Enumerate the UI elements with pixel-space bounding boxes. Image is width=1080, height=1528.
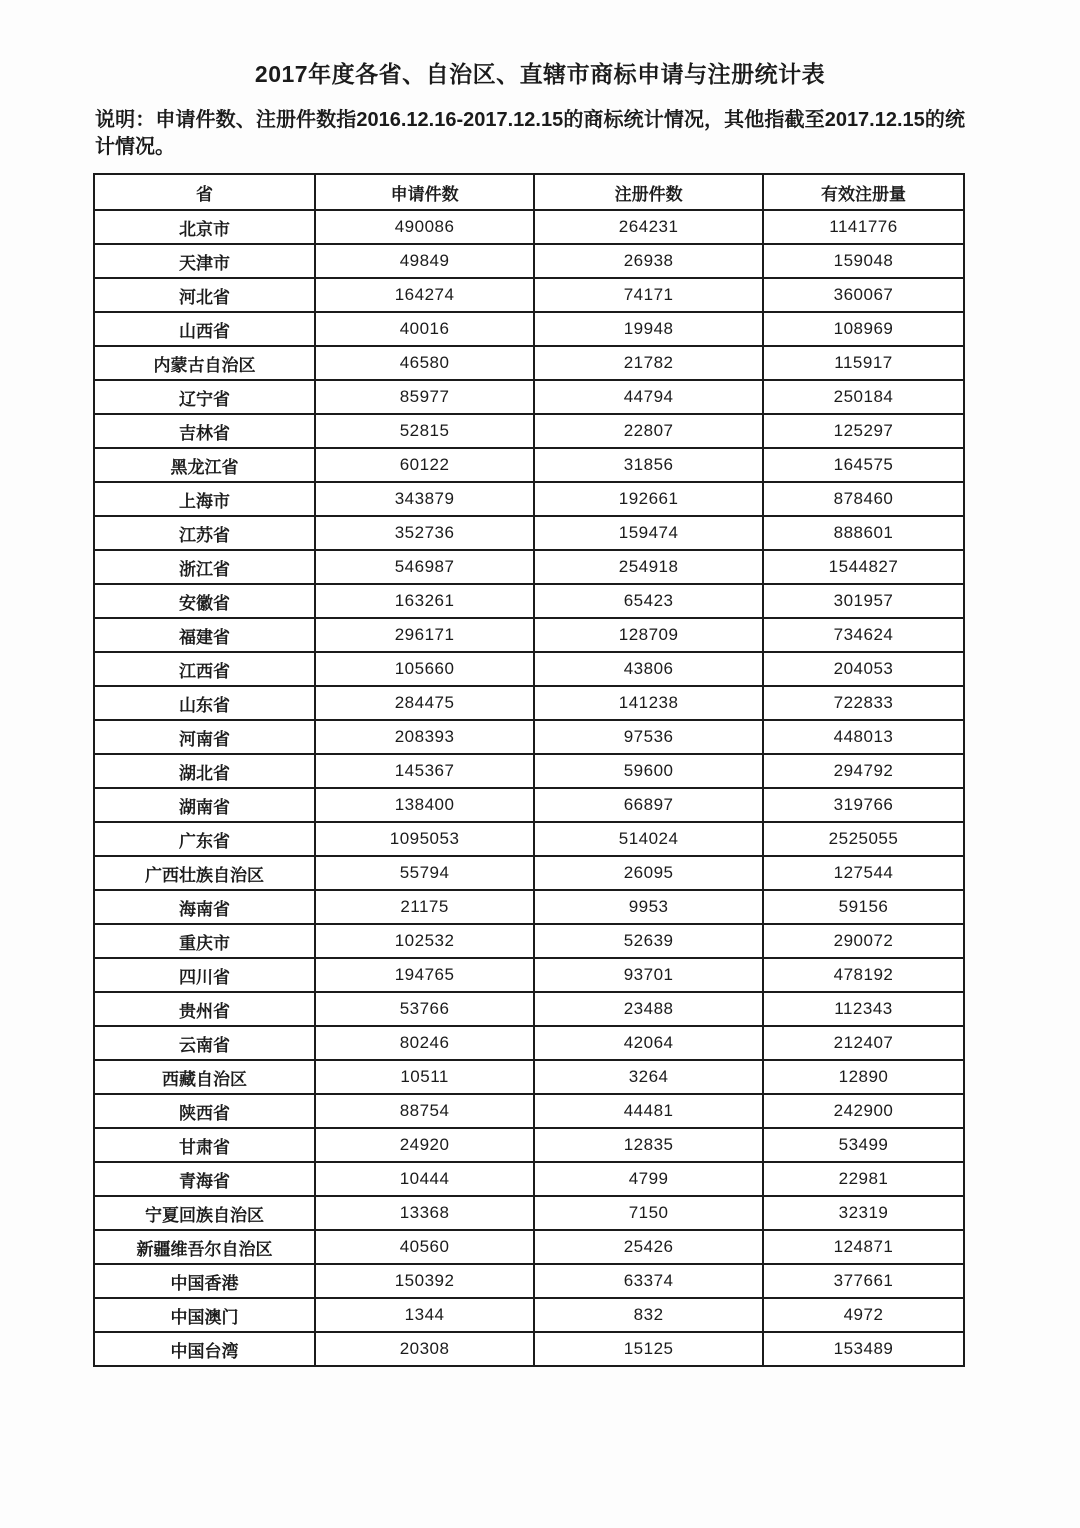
valid-registrations-cell: 32319 <box>763 1196 964 1230</box>
province-cell: 吉林省 <box>94 414 315 448</box>
applications-cell: 20308 <box>315 1332 534 1366</box>
registrations-cell: 3264 <box>534 1060 763 1094</box>
table-row <box>94 448 964 482</box>
province-cell: 西藏自治区 <box>94 1060 315 1094</box>
registrations-cell: 141238 <box>534 686 763 720</box>
table-row <box>94 210 964 244</box>
province-cell: 上海市 <box>94 482 315 516</box>
registrations-cell: 7150 <box>534 1196 763 1230</box>
table-row <box>94 346 964 380</box>
registrations-cell: 25426 <box>534 1230 763 1264</box>
valid-registrations-cell: 1141776 <box>763 210 964 244</box>
applications-cell: 55794 <box>315 856 534 890</box>
table-row <box>94 992 964 1026</box>
applications-cell: 105660 <box>315 652 534 686</box>
province-cell: 青海省 <box>94 1162 315 1196</box>
applications-cell: 163261 <box>315 584 534 618</box>
province-cell: 宁夏回族自治区 <box>94 1196 315 1230</box>
registrations-cell: 159474 <box>534 516 763 550</box>
applications-cell: 1095053 <box>315 822 534 856</box>
table-row <box>94 1128 964 1162</box>
valid-registrations-cell: 294792 <box>763 754 964 788</box>
province-cell: 广东省 <box>94 822 315 856</box>
table-row <box>94 278 964 312</box>
registrations-cell: 52639 <box>534 924 763 958</box>
applications-cell: 490086 <box>315 210 534 244</box>
applications-cell: 102532 <box>315 924 534 958</box>
valid-registrations-cell: 164575 <box>763 448 964 482</box>
table-row <box>94 890 964 924</box>
registrations-cell: 4799 <box>534 1162 763 1196</box>
registrations-cell: 65423 <box>534 584 763 618</box>
table-row <box>94 618 964 652</box>
column-header-applications: 申请件数 <box>315 174 534 210</box>
applications-cell: 145367 <box>315 754 534 788</box>
applications-cell: 1344 <box>315 1298 534 1332</box>
registrations-cell: 63374 <box>534 1264 763 1298</box>
valid-registrations-cell: 1544827 <box>763 550 964 584</box>
applications-cell: 164274 <box>315 278 534 312</box>
table-header-row <box>94 174 964 210</box>
applications-cell: 138400 <box>315 788 534 822</box>
province-cell: 陕西省 <box>94 1094 315 1128</box>
valid-registrations-cell: 242900 <box>763 1094 964 1128</box>
applications-cell: 150392 <box>315 1264 534 1298</box>
page-title: 2017年度各省、自治区、直辖市商标申请与注册统计表 <box>254 61 826 87</box>
valid-registrations-cell: 12890 <box>763 1060 964 1094</box>
valid-registrations-cell: 108969 <box>763 312 964 346</box>
valid-registrations-cell: 59156 <box>763 890 964 924</box>
province-cell: 重庆市 <box>94 924 315 958</box>
province-cell: 甘肃省 <box>94 1128 315 1162</box>
province-cell: 中国香港 <box>94 1264 315 1298</box>
applications-cell: 208393 <box>315 720 534 754</box>
table-body <box>94 210 964 1366</box>
valid-registrations-cell: 722833 <box>763 686 964 720</box>
valid-registrations-cell: 124871 <box>763 1230 964 1264</box>
table-row <box>94 958 964 992</box>
table-row <box>94 856 964 890</box>
applications-cell: 546987 <box>315 550 534 584</box>
applications-cell: 49849 <box>315 244 534 278</box>
applications-cell: 40560 <box>315 1230 534 1264</box>
note-text: 说明：申请件数、注册件数指2016.12.16-2017.12.15的商标统计情况，其他指截至2017.12.15的统计情况。 <box>95 109 965 158</box>
valid-registrations-cell: 53499 <box>763 1128 964 1162</box>
valid-registrations-cell: 290072 <box>763 924 964 958</box>
valid-registrations-cell: 212407 <box>763 1026 964 1060</box>
province-cell: 安徽省 <box>94 584 315 618</box>
column-header-registrations: 注册件数 <box>534 174 763 210</box>
registrations-cell: 192661 <box>534 482 763 516</box>
valid-registrations-cell: 448013 <box>763 720 964 754</box>
table-row <box>94 244 964 278</box>
province-cell: 河南省 <box>94 720 315 754</box>
table-row <box>94 1060 964 1094</box>
applications-cell: 10444 <box>315 1162 534 1196</box>
statistics-table <box>93 173 965 1367</box>
table-row <box>94 822 964 856</box>
table-row <box>94 584 964 618</box>
province-cell: 黑龙江省 <box>94 448 315 482</box>
province-cell: 浙江省 <box>94 550 315 584</box>
registrations-cell: 44481 <box>534 1094 763 1128</box>
table-row <box>94 1094 964 1128</box>
valid-registrations-cell: 125297 <box>763 414 964 448</box>
applications-cell: 53766 <box>315 992 534 1026</box>
registrations-cell: 21782 <box>534 346 763 380</box>
table-row <box>94 686 964 720</box>
registrations-cell: 514024 <box>534 822 763 856</box>
table-row <box>94 1332 964 1366</box>
registrations-cell: 97536 <box>534 720 763 754</box>
valid-registrations-cell: 204053 <box>763 652 964 686</box>
column-header-province: 省 <box>94 174 315 210</box>
valid-registrations-cell: 153489 <box>763 1332 964 1366</box>
registrations-cell: 93701 <box>534 958 763 992</box>
table-row <box>94 1298 964 1332</box>
valid-registrations-cell: 360067 <box>763 278 964 312</box>
registrations-cell: 22807 <box>534 414 763 448</box>
applications-cell: 24920 <box>315 1128 534 1162</box>
province-cell: 海南省 <box>94 890 315 924</box>
applications-cell: 88754 <box>315 1094 534 1128</box>
table-row <box>94 652 964 686</box>
applications-cell: 40016 <box>315 312 534 346</box>
table-row <box>94 312 964 346</box>
province-cell: 北京市 <box>94 210 315 244</box>
province-cell: 江苏省 <box>94 516 315 550</box>
table-row <box>94 720 964 754</box>
province-cell: 辽宁省 <box>94 380 315 414</box>
registrations-cell: 264231 <box>534 210 763 244</box>
province-cell: 新疆维吾尔自治区 <box>94 1230 315 1264</box>
applications-cell: 52815 <box>315 414 534 448</box>
table-row <box>94 482 964 516</box>
registrations-cell: 42064 <box>534 1026 763 1060</box>
registrations-cell: 26095 <box>534 856 763 890</box>
table-row <box>94 788 964 822</box>
province-cell: 贵州省 <box>94 992 315 1026</box>
valid-registrations-cell: 22981 <box>763 1162 964 1196</box>
applications-cell: 194765 <box>315 958 534 992</box>
valid-registrations-cell: 319766 <box>763 788 964 822</box>
valid-registrations-cell: 115917 <box>763 346 964 380</box>
registrations-cell: 12835 <box>534 1128 763 1162</box>
applications-cell: 80246 <box>315 1026 534 1060</box>
province-cell: 云南省 <box>94 1026 315 1060</box>
province-cell: 湖北省 <box>94 754 315 788</box>
registrations-cell: 23488 <box>534 992 763 1026</box>
valid-registrations-cell: 250184 <box>763 380 964 414</box>
registrations-cell: 59600 <box>534 754 763 788</box>
province-cell: 内蒙古自治区 <box>94 346 315 380</box>
valid-registrations-cell: 377661 <box>763 1264 964 1298</box>
registrations-cell: 128709 <box>534 618 763 652</box>
registrations-cell: 66897 <box>534 788 763 822</box>
valid-registrations-cell: 159048 <box>763 244 964 278</box>
province-cell: 江西省 <box>94 652 315 686</box>
province-cell: 中国澳门 <box>94 1298 315 1332</box>
province-cell: 广西壮族自治区 <box>94 856 315 890</box>
table-row <box>94 924 964 958</box>
registrations-cell: 44794 <box>534 380 763 414</box>
registrations-cell: 254918 <box>534 550 763 584</box>
registrations-cell: 31856 <box>534 448 763 482</box>
registrations-cell: 26938 <box>534 244 763 278</box>
table-row <box>94 516 964 550</box>
applications-cell: 60122 <box>315 448 534 482</box>
province-cell: 中国台湾 <box>94 1332 315 1366</box>
valid-registrations-cell: 734624 <box>763 618 964 652</box>
valid-registrations-cell: 301957 <box>763 584 964 618</box>
applications-cell: 296171 <box>315 618 534 652</box>
applications-cell: 343879 <box>315 482 534 516</box>
applications-cell: 13368 <box>315 1196 534 1230</box>
table-row <box>94 414 964 448</box>
province-cell: 湖南省 <box>94 788 315 822</box>
applications-cell: 352736 <box>315 516 534 550</box>
valid-registrations-cell: 888601 <box>763 516 964 550</box>
table-row <box>94 1230 964 1264</box>
table-row <box>94 754 964 788</box>
table-row <box>94 1162 964 1196</box>
applications-cell: 284475 <box>315 686 534 720</box>
applications-cell: 85977 <box>315 380 534 414</box>
table-row <box>94 1196 964 1230</box>
valid-registrations-cell: 4972 <box>763 1298 964 1332</box>
province-cell: 福建省 <box>94 618 315 652</box>
table-row <box>94 550 964 584</box>
province-cell: 山西省 <box>94 312 315 346</box>
province-cell: 天津市 <box>94 244 315 278</box>
province-cell: 四川省 <box>94 958 315 992</box>
registrations-cell: 74171 <box>534 278 763 312</box>
registrations-cell: 19948 <box>534 312 763 346</box>
applications-cell: 10511 <box>315 1060 534 1094</box>
registrations-cell: 9953 <box>534 890 763 924</box>
table-row <box>94 1026 964 1060</box>
applications-cell: 46580 <box>315 346 534 380</box>
column-header-valid-registrations: 有效注册量 <box>763 174 964 210</box>
province-cell: 山东省 <box>94 686 315 720</box>
applications-cell: 21175 <box>315 890 534 924</box>
table-row <box>94 1264 964 1298</box>
valid-registrations-cell: 127544 <box>763 856 964 890</box>
registrations-cell: 832 <box>534 1298 763 1332</box>
registrations-cell: 43806 <box>534 652 763 686</box>
province-cell: 河北省 <box>94 278 315 312</box>
valid-registrations-cell: 112343 <box>763 992 964 1026</box>
valid-registrations-cell: 478192 <box>763 958 964 992</box>
table-row <box>94 380 964 414</box>
valid-registrations-cell: 878460 <box>763 482 964 516</box>
registrations-cell: 15125 <box>534 1332 763 1366</box>
valid-registrations-cell: 2525055 <box>763 822 964 856</box>
